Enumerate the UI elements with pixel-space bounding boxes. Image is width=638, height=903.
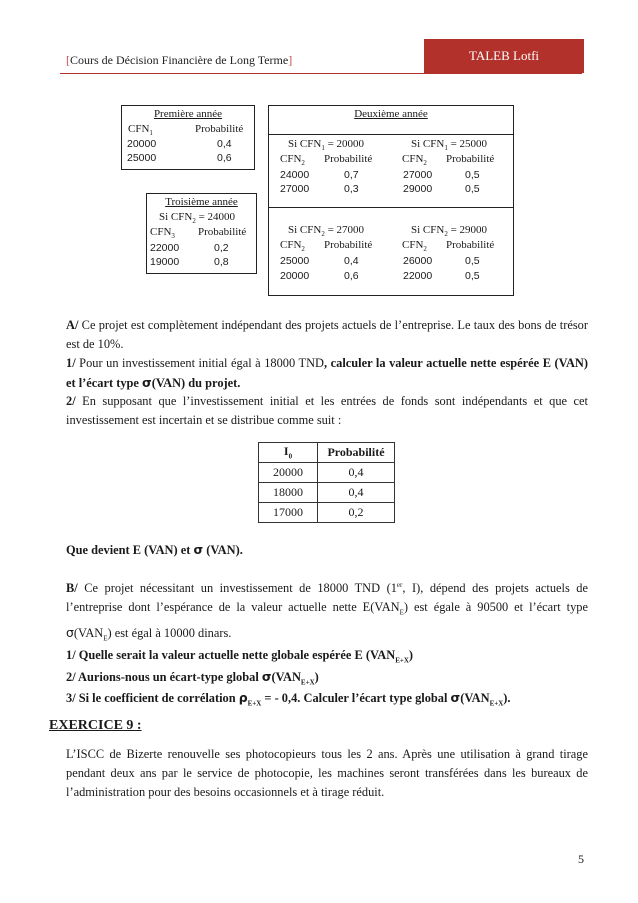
year1-col-prob: Probabilité [195,123,244,135]
exercise9-text: L’ISCC de Bizerte renouvelle ses photocopieurs tous les 2 ans. Après une utilisation à grand tirage pendant deux ans par le service de photocopie, les machines seront transférées dans les bureaux de l’administration pour des besoins occasionnels et à tirage réduit. [66,747,588,799]
year2-title: Deuxième année [354,108,428,120]
partB-question1: 1/ Quelle serait la valeur actuelle nette globale espérée E $(VAN_{E+X})$ [66,648,414,665]
running-header [66,53,292,68]
year1-table [121,105,255,170]
year2-divider-top [269,134,513,135]
year1-r1-cfn: 20000 [127,138,157,150]
year2-cond-a: Si $CFN_1 = 20000$ [288,138,365,153]
year1-col-cfn: $CFN_1$ [128,123,153,138]
year3-condition: Si $CFN_2 = 24000$ [159,211,236,226]
year2-cond-d: Si $CFN_2 = 29000$ [411,224,488,239]
header-bracket-open: [ [66,53,70,67]
course-title: Cours de Décision Financière de Long Terme [70,53,289,67]
author-badge [424,39,584,73]
year1-r2-prob: 0,6 [217,152,232,164]
year2-d-r1-cfn: 26000 [403,255,433,267]
year2-b-col-prob: Probabilité [446,153,495,165]
year2-cond-c: Si $CFN_2 = 27000$ [288,224,365,239]
year2-c-r1-prob: 0,4 [344,255,359,267]
year2-d-r1-prob: 0,5 [465,255,480,267]
year2-c-r2-prob: 0,6 [344,270,359,282]
year2-a-col-prob: Probabilité [324,153,373,165]
year2-a-r1-cfn: 24000 [280,169,310,181]
table-row: 20000 0,4 [259,463,395,483]
partB-question3: 3/ Si le coefficient de corrélation $\rho_{E+X}$ = - 0,4. Calculer l’écart type global $\sigma(VAN_{E+X})$. [66,690,511,708]
year2-a-r2-cfn: 27000 [280,183,310,195]
year2-a-r1-prob: 0,7 [344,169,359,181]
partA-text: Ce projet est complètement indépendant des projets actuels de l’entreprise. Le taux des bons de trésor est de 10%. [66,318,588,351]
year2-d-col-cfn: $CFN_2$ [402,239,427,254]
partA-question1: 1/ Pour un investissement initial égal à 18000 TND, calculer la valeur actuelle nette espérée E (VAN) et l’écart type σ(VAN) du projet. [66,356,588,390]
year3-col-cfn: $CFN_3$ [150,226,175,241]
partA-intro [66,316,588,354]
author-name: TALEB Lotfi [468,48,540,63]
year2-d-r2-cfn: 22000 [403,270,433,282]
year2-cond-b: Si $CFN_1 = 25000$ [411,138,488,153]
year2-b-r1-cfn: 27000 [403,169,433,181]
exercise9-title: EXERCICE 9 : [49,718,142,733]
year2-d-col-prob: Probabilité [446,239,495,251]
year2-c-r1-cfn: 25000 [280,255,310,267]
year2-b-r2-cfn: 29000 [403,183,433,195]
sigma-symbol: σ [193,542,204,557]
page-number: 5 [578,852,584,866]
year1-r2-cfn: 25000 [127,152,157,164]
year3-r1-cfn: 22000 [150,242,180,254]
sigma-symbol: σ [142,375,152,390]
year2-c-col-cfn: $CFN_2$ [280,239,305,254]
year2-b-r2-prob: 0,5 [465,183,480,195]
year3-r2-prob: 0,8 [214,256,229,268]
year2-c-col-prob: Probabilité [324,239,373,251]
header-bracket-close: ] [288,53,293,67]
year2-table [268,105,514,296]
year3-r1-prob: 0,2 [214,242,229,254]
partB-question2: 2/ Aurions-nous un écart-type global $\sigma(VAN_{E+X})$ [66,669,319,687]
table-row: 18000 0,4 [259,483,395,503]
year2-divider-mid [269,207,513,208]
investment-table [258,442,395,523]
year2-d-r2-prob: 0,5 [465,270,480,282]
year1-r1-prob: 0,4 [217,138,232,150]
year3-title: Troisième année [165,196,238,208]
year2-b-r1-prob: 0,5 [465,169,480,181]
year1-title: Première année [153,108,223,120]
partB-label: B/ [66,581,78,596]
year3-r2-cfn: 19000 [150,256,180,268]
partA-question2: 2/ En supposant que l’investissement initial et les entrées de fonds sont indépendants et que cet investissement est incertain et se distribue comme suit : [66,394,588,427]
year2-b-col-cfn: $CFN_2$ [402,153,427,168]
question-devient: Que devient E (VAN) et σ (VAN). [66,542,243,557]
year2-c-r2-cfn: 20000 [280,270,310,282]
partA-label: A/ [66,318,79,332]
partB-text: B/ Ce projet nécessitant un investissement de 18000 TND (1er, I), dépend des projets actuels de l’entreprise dont l’espérance de la valeur actuelle nette $E(VAN_E)$ est égale à 90500 et l’écart type $\sigma(VAN_E)$ est égal à 10000 dinars. [66,581,588,643]
i0-col-header: $I_0$ [259,443,318,463]
header-divider [60,73,582,74]
prob-col-header: Probabilité [318,443,395,463]
year3-col-prob: Probabilité [198,226,247,238]
year3-table [146,193,257,274]
table-header-row [259,443,395,463]
year2-a-col-cfn: $CFN_2$ [280,153,305,168]
table-row: 17000 0,2 [259,503,395,523]
year2-a-r2-prob: 0,3 [344,183,359,195]
